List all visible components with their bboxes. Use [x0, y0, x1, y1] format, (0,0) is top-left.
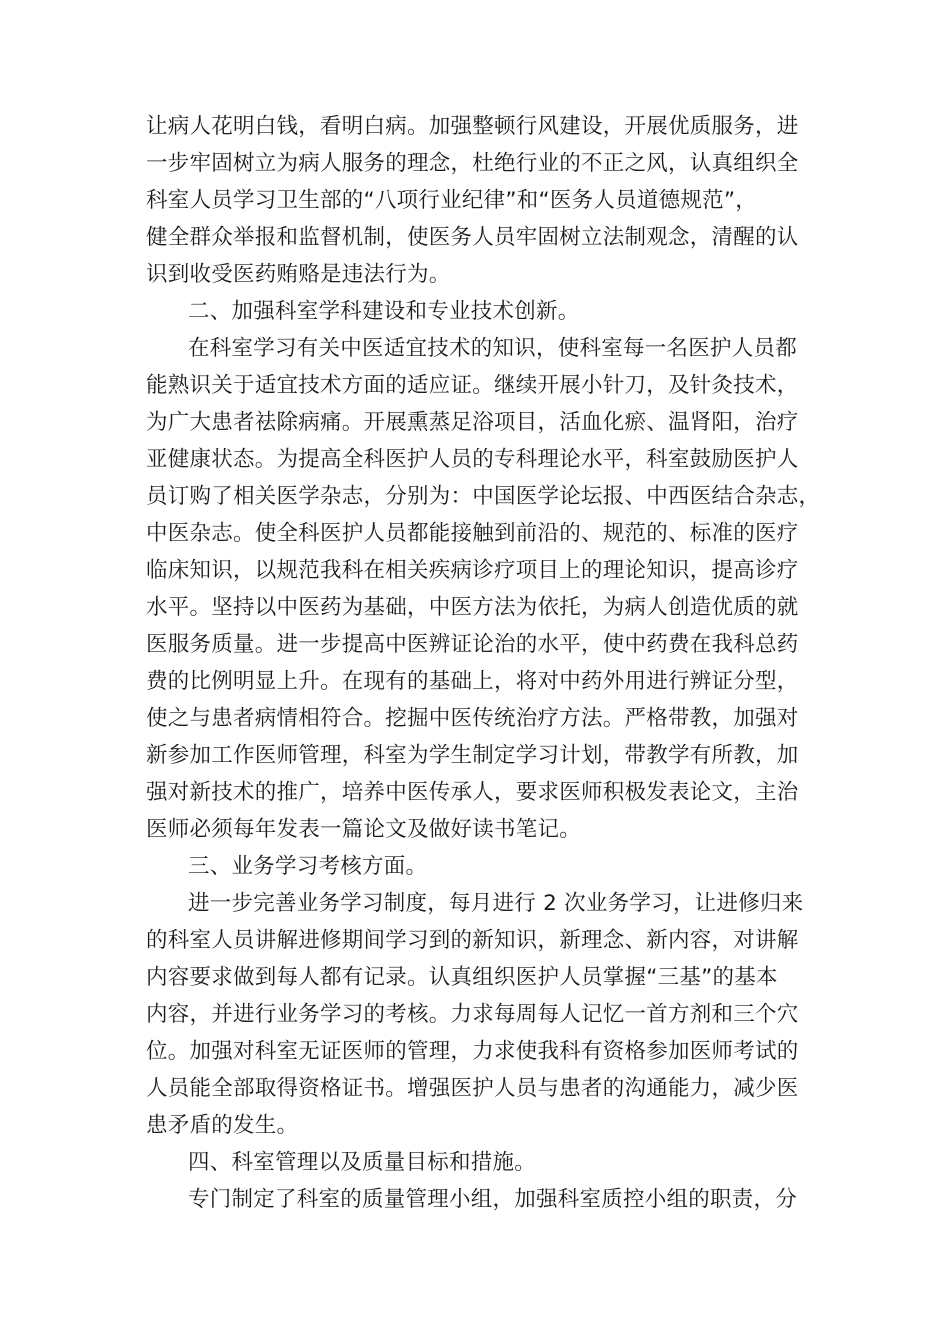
section-heading: 四、科室管理以及质量目标和措施。 [188, 1150, 537, 1175]
text-line: 让病人花明白钱，看明白病。加强整顿行风建设，开展优质服务，进 [146, 114, 799, 139]
text-line: 中医杂志。使全科医护人员都能接触到前沿的、规范的、标准的医疗 [146, 521, 799, 546]
text-line: 亚健康状态。为提高全科医护人员的专科理论水平，科室鼓励医护人 [146, 447, 799, 472]
text-line: 的科室人员讲解进修期间学习到的新知识，新理念、新内容，对讲解 [146, 928, 799, 953]
text-line: 强对新技术的推广，培养中医传承人，要求医师积极发表论文，主治 [146, 780, 799, 805]
text-line: 内容要求做到每人都有记录。认真组织医护人员掌握“三基”的基本 [146, 965, 778, 990]
text-line: 一步牢固树立为病人服务的理念，杜绝行业的不正之风，认真组织全 [146, 151, 799, 176]
text-line: 医师必须每年发表一篇论文及做好读书笔记。 [146, 817, 582, 842]
text-line: 临床知识，以规范我科在相关疾病诊疗项目上的理论知识，提高诊疗 [146, 558, 799, 583]
text-line: 使之与患者病情相符合。挖掘中医传统治疗方法。严格带教，加强对 [146, 706, 799, 731]
text-line: 费的比例明显上升。在现有的基础上，将对中药外用进行辨证分型， [146, 669, 799, 694]
section-heading: 三、业务学习考核方面。 [188, 854, 428, 879]
text-line: 人员能全部取得资格证书。增强医护人员与患者的沟通能力，减少医 [146, 1076, 799, 1101]
text-line: 识到收受医药贿赂是违法行为。 [146, 262, 451, 287]
text-line: 为广大患者祛除病痛。开展熏蒸足浴项目，活血化瘀、温肾阳，治疗 [146, 410, 799, 435]
text-line: 进一步完善业务学习制度，每月进行 2 次业务学习，让进修归来 [188, 891, 804, 916]
text-line: 新参加工作医师管理，科室为学生制定学习计划，带教学有所教，加 [146, 743, 799, 768]
text-line: 内容，并进行业务学习的考核。力求每周每人记忆一首方剂和三个穴 [146, 1002, 799, 1027]
text-line: 水平。坚持以中医药为基础，中医方法为依托，为病人创造优质的就 [146, 595, 799, 620]
text-line: 科室人员学习卫生部的“八项行业纪律”和“医务人员道德规范”， [146, 188, 758, 213]
text-line: 健全群众举报和监督机制，使医务人员牢固树立法制观念，清醒的认 [146, 225, 799, 250]
text-line: 员订购了相关医学杂志，分别为：中国医学论坛报、中西医结合杂志， [146, 484, 821, 509]
text-line: 专门制定了科室的质量管理小组，加强科室质控小组的职责，分 [188, 1187, 798, 1212]
text-line: 位。加强对科室无证医师的管理，力求使我科有资格参加医师考试的 [146, 1039, 799, 1064]
section-heading: 二、加强科室学科建设和专业技术创新。 [188, 299, 580, 324]
text-line: 能熟识关于适宜技术方面的适应证。继续开展小针刀，及针灸技术， [146, 373, 799, 398]
text-line: 患矛盾的发生。 [146, 1113, 299, 1138]
text-line: 在科室学习有关中医适宜技术的知识，使科室每一名医护人员都 [188, 336, 798, 361]
text-line: 医服务质量。进一步提高中医辨证论治的水平，使中药费在我科总药 [146, 632, 799, 657]
